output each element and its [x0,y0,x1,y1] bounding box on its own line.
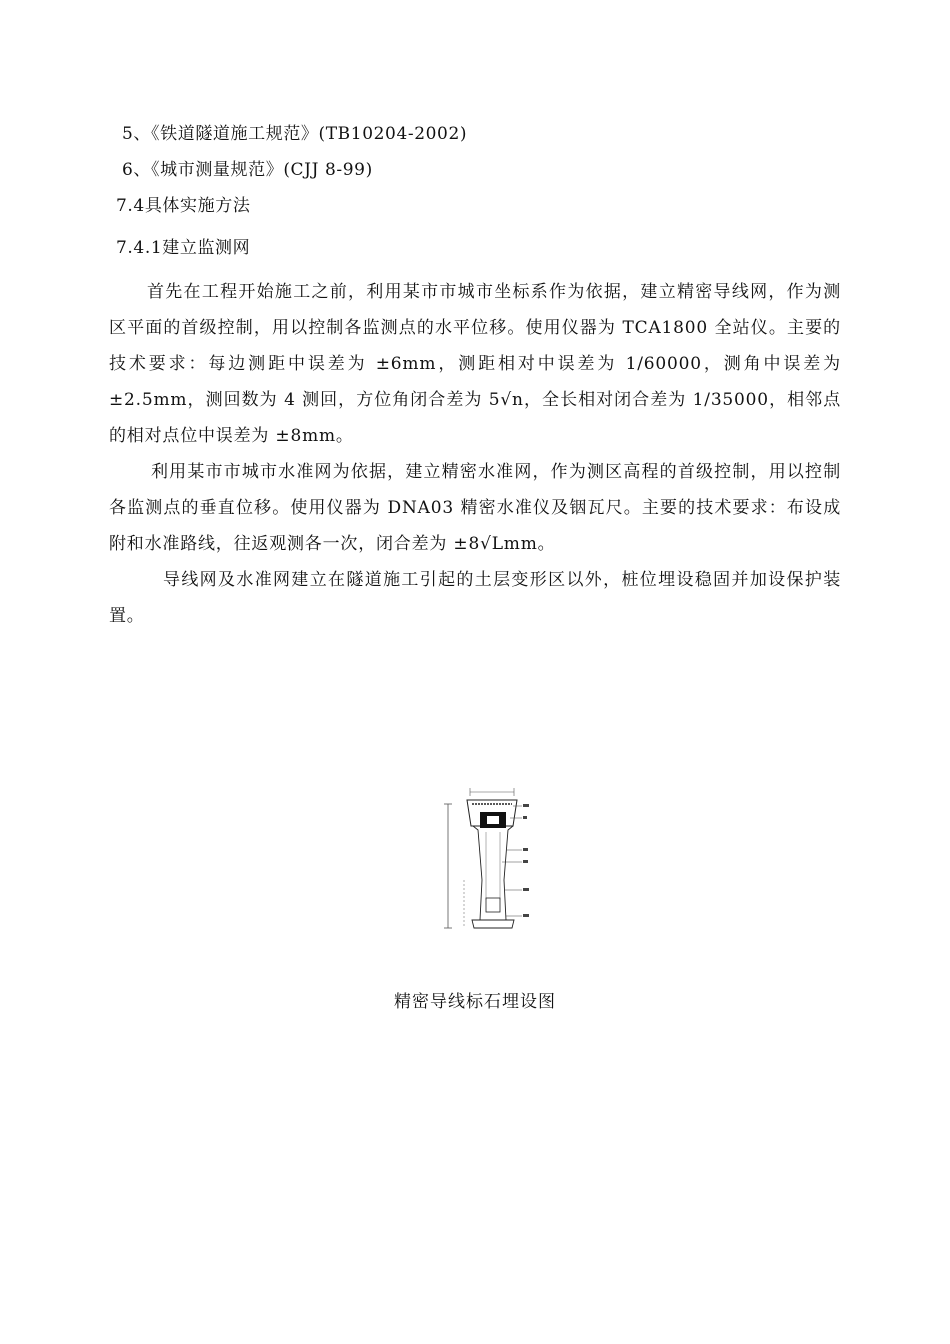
paragraph-elevation-control: 利用某市市城市水准网为依据，建立精密水准网，作为测区高程的首级控制，用以控制各监测点的垂直位移。使用仪器为 DNA03 精密水准仪及铟瓦尺。主要的技术要求：布设成附和水准路线，往返观测各一次，闭合差为 ±8√Lmm。 [109,462,841,554]
reference-item-6: 6、《城市测量规范》(CJJ 8-99) [122,160,373,180]
section-heading-7-4-1: 7.4.1建立监测网 [116,238,251,258]
section-heading-7-4: 7.4具体实施方法 [116,196,251,216]
paragraph-plane-control: 首先在工程开始施工之前，利用某市市城市坐标系作为依据，建立精密导线网，作为测区平面的首级控制，用以控制各监测点的水平位移。使用仪器为 TCA1800 全站仪。主要的技术要求：每边测距中误差为 ±6mm，测距相对中误差为 1/60000，测角中误差为 ±2.5mm，测回数为 4 测回，方位角闭合差为 5√n，全长相对闭合差为 1/35000，相邻点的相对点位中误差为 ±8mm。 [109,282,841,446]
benchmark-stone-diagram-icon [440,770,530,930]
figure-caption: 精密导线标石埋设图 [394,992,556,1012]
reference-item-5: 5、《铁道隧道施工规范》(TB10204-2002) [122,124,468,144]
paragraph-network-location: 导线网及水准网建立在隧道施工引起的土层变形区以外，桩位埋设稳固并加设保护装置。 [109,570,841,626]
